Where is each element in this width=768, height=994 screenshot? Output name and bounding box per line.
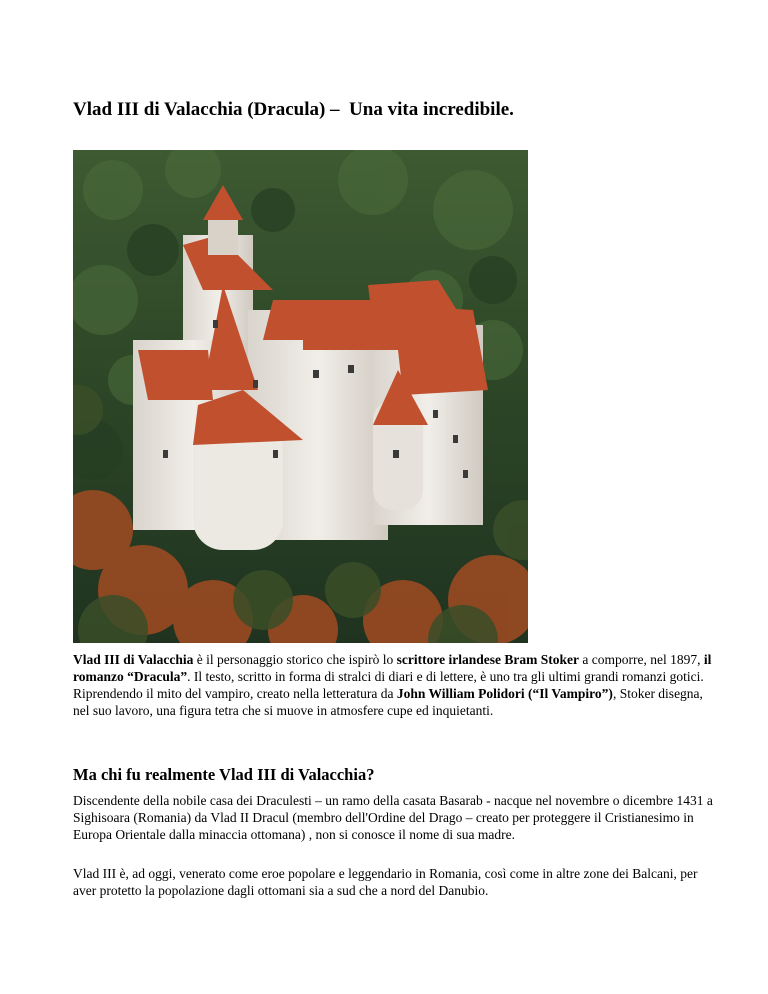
intro-paragraph: Vlad III di Valacchia è il personaggio storico che ispirò lo scrittore irlandese Bram Stoker a comporre, nel 1897, il romanzo “Dracula”. Il testo, scritto in forma di stralci di diari e di lettere, è uno tra gli ultimi grandi romanzi gotici. Riprendendo il mito del vampiro, creato nella letteratura da John William Polidori (“Il Vampiro”), Stoker disegna, nel suo lavoro, una figura tetra che si muove in atmosfere cupe ed inquietanti. bbox=[73, 652, 712, 718]
polidori-bold: John William Polidori (“Il Vampiro”) bbox=[396, 686, 613, 701]
biography-paragraph: Discendente della nobile casa dei Draculesti – un ramo della casata Basarab - nacque nel novembre o dicembre 1431 a Sighisoara (Romania) da Vlad II Dracul (membro dell'Ordine del Drago – creato per proteggere il Cristianesimo in Europa Orientale dalla minaccia ottomana) , non si conosce il nome di sua madre. bbox=[73, 793, 713, 842]
stoker-bold: scrittore irlandese Bram Stoker bbox=[396, 652, 579, 667]
vlad-name-bold: Vlad III di Valacchia bbox=[73, 652, 194, 667]
castle-photo bbox=[73, 150, 528, 643]
novel-bold: il romanzo “Dracula” bbox=[73, 652, 712, 684]
document-title: Vlad III di Valacchia (Dracula) – Una vita incredibile. bbox=[73, 99, 514, 120]
section-heading: Ma chi fu realmente Vlad III di Valacchia? bbox=[73, 765, 375, 784]
legacy-paragraph: Vlad III è, ad oggi, venerato come eroe popolare e leggendario in Romania, così come in altre zone dei Balcani, per aver protetto la popolazione dagli ottomani sia a sud che a nord del Danubio. bbox=[73, 866, 698, 898]
